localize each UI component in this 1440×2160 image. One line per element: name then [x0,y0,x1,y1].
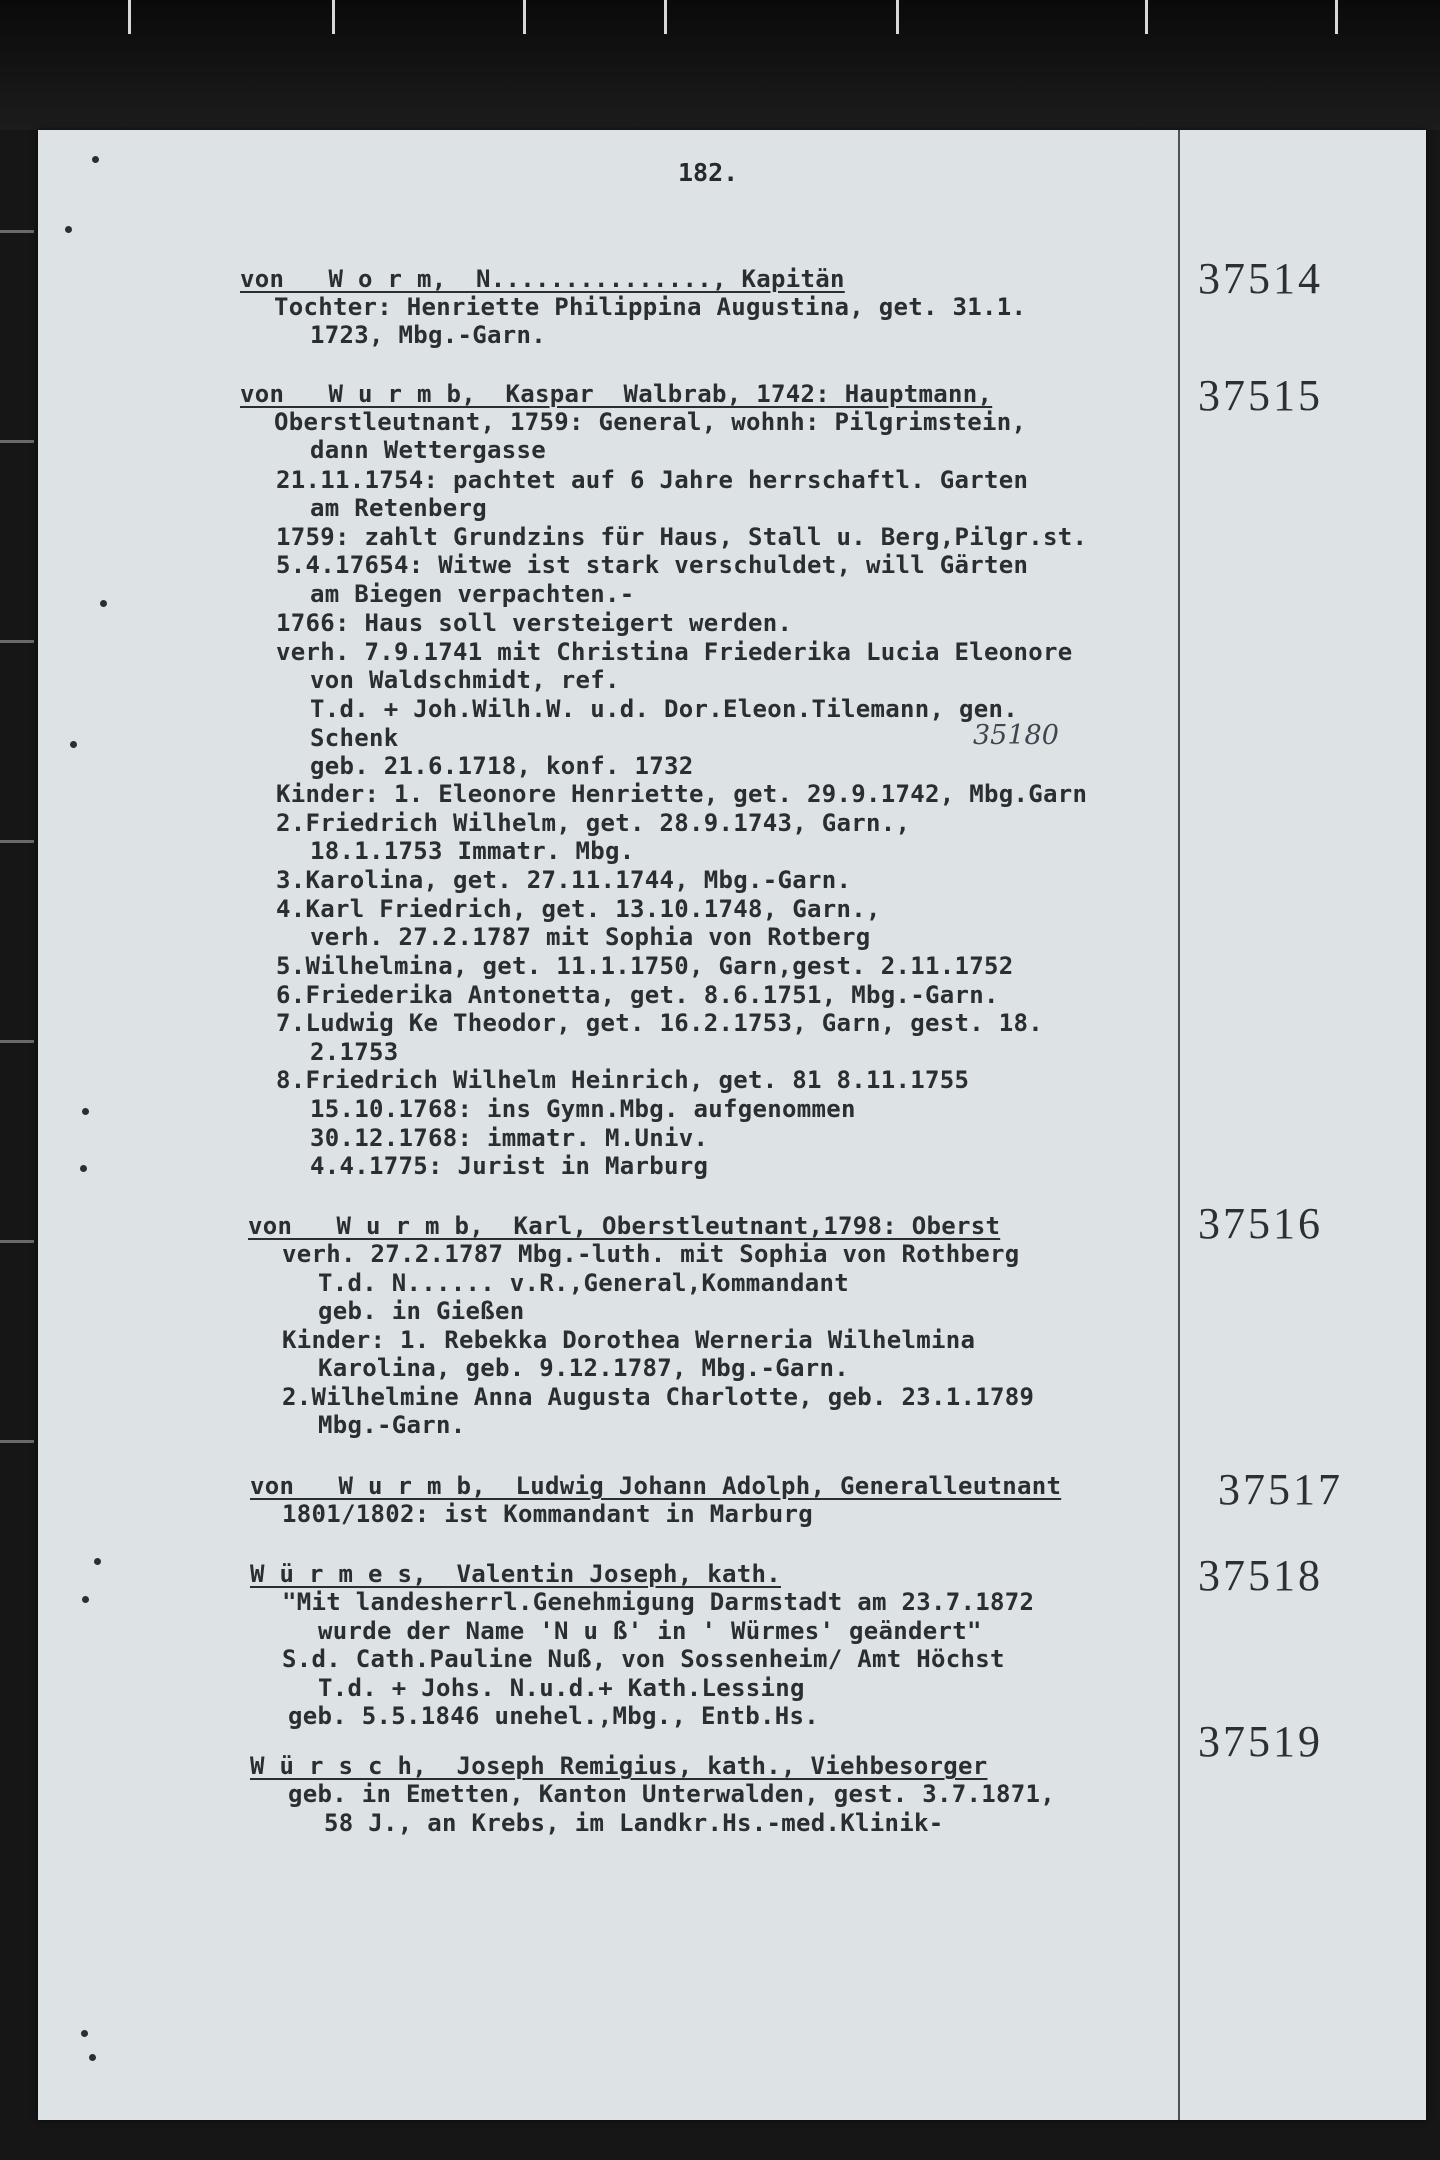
entry-line: T.d. + Johs. N.u.d.+ Kath.Lessing [318,1674,805,1702]
punch-hole [70,741,77,748]
entry-line: verh. 7.9.1741 mit Christina Friederika Lucia Eleonore [276,638,1073,666]
edge-mark [0,640,34,643]
entry-line: Schenk [310,724,399,752]
entry-line: T.d. N...... v.R.,General,Kommandant [318,1269,849,1297]
entry-line: von W u r m b, Kaspar Walbrab, 1742: Hauptmann, [240,380,993,408]
punch-hole [81,2030,88,2037]
entry-line: 1759: zahlt Grundzins für Haus, Stall u. Berg,Pilgr.st. [276,523,1088,551]
edge-mark [0,1040,34,1043]
entry-line: Karolina, geb. 9.12.1787, Mbg.-Garn. [318,1354,849,1382]
entry-line: 5.Wilhelmina, get. 11.1.1750, Garn,gest. 2.11.1752 [276,952,1014,980]
edge-mark [0,440,34,443]
edge-mark [0,1240,34,1243]
entry-line: geb. 5.5.1846 unehel.,Mbg., Entb.Hs. [288,1702,819,1730]
entry-line: geb. in Emetten, Kanton Unterwalden, gest. 3.7.1871, [288,1780,1055,1808]
entry-line: von W o r m, N..............., Kapitän [240,265,845,293]
entry-line: Kinder: 1. Rebekka Dorothea Werneria Wilhelmina [282,1326,976,1354]
entry-line: 1801/1802: ist Kommandant in Marburg [282,1500,813,1528]
entry-line: 2.Friedrich Wilhelm, get. 28.9.1743, Garn., [276,809,911,837]
entry-line: 8.Friedrich Wilhelm Heinrich, get. 81 8.11.1755 [276,1066,970,1094]
entry-line: 1723, Mbg.-Garn. [310,321,546,349]
ruler-tick [128,0,131,34]
entry-line: wurde der Name 'N u ß' in ' Würmes' geändert" [318,1617,982,1645]
entry-line: 4.4.1775: Jurist in Marburg [310,1152,709,1180]
entry-line: Mbg.-Garn. [318,1411,466,1439]
ruler-tick [332,0,335,34]
column-divider [1178,130,1180,2120]
entry-line: von W u r m b, Ludwig Johann Adolph, Generalleutnant [250,1472,1062,1500]
punch-hole [92,156,99,163]
entry-line: 3.Karolina, get. 27.11.1744, Mbg.-Garn. [276,866,852,894]
entry-line: am Biegen verpachten.- [310,580,635,608]
entry-line: 7.Ludwig Ke Theodor, get. 16.2.1753, Garn, gest. 18. [276,1009,1043,1037]
handwritten-note: 35180 [973,720,1059,751]
edge-mark [0,840,34,843]
entry-line: verh. 27.2.1787 mit Sophia von Rotberg [310,923,871,951]
entry-line: von W u r m b, Karl, Oberstleutnant,1798: Oberst [248,1212,1001,1240]
ruler-tick [1335,0,1338,34]
entry-line: geb. 21.6.1718, konf. 1732 [310,752,694,780]
entry-line: geb. in Gießen [318,1297,525,1325]
edge-mark [0,230,34,233]
entry-line: 4.Karl Friedrich, get. 13.10.1748, Garn., [276,895,881,923]
entry-line: dann Wettergasse [310,436,546,464]
entry-line: 2.1753 [310,1038,399,1066]
entry-line: Tochter: Henriette Philippina Augustina, get. 31.1. [274,293,1027,321]
entry-line: T.d. + Joh.Wilh.W. u.d. Dor.Eleon.Tilemann, gen. [310,695,1018,723]
reference-number: 37516 [1198,1199,1323,1248]
ruler-tick [523,0,526,34]
entry-line: 18.1.1753 Immatr. Mbg. [310,837,635,865]
entry-line: 5.4.17654: Witwe ist stark verschuldet, will Gärten [276,551,1029,579]
entry-line: S.d. Cath.Pauline Nuß, von Sossenheim/ Amt Höchst [282,1645,1005,1673]
entry-line: W ü r m e s, Valentin Joseph, kath. [250,1560,781,1588]
entry-line: verh. 27.2.1787 Mbg.-luth. mit Sophia von Rothberg [282,1240,1020,1268]
punch-hole [82,1596,89,1603]
entry-line: Kinder: 1. Eleonore Henriette, get. 29.9.1742, Mbg.Garn [276,780,1088,808]
reference-number: 37519 [1198,1717,1323,1766]
entry-line: am Retenberg [310,494,487,522]
entry-line: 30.12.1768: immatr. M.Univ. [310,1124,709,1152]
punch-hole [94,1558,101,1565]
entry-line: W ü r s c h, Joseph Remigius, kath., Viehbesorger [250,1752,988,1780]
entry-line: 15.10.1768: ins Gymn.Mbg. aufgenommen [310,1095,856,1123]
punch-hole [100,600,107,607]
reference-number: 37515 [1198,371,1323,420]
reference-number: 37514 [1198,254,1323,303]
entry-line: 58 J., an Krebs, im Landkr.Hs.-med.Klinik- [324,1809,944,1837]
entry-line: "Mit landesherrl.Genehmigung Darmstadt am 23.7.1872 [282,1588,1035,1616]
reference-number: 37518 [1198,1551,1323,1600]
entry-line: Oberstleutnant, 1759: General, wohnh: Pilgrimstein, [274,408,1027,436]
ruler-tick [1145,0,1148,34]
entry-line: 6.Friederika Antonetta, get. 8.6.1751, Mbg.-Garn. [276,981,999,1009]
ruler-tick [664,0,667,34]
ruler-tick [896,0,899,34]
punch-hole [82,1108,89,1115]
edge-mark [0,1440,34,1443]
scanner-background [0,0,1440,130]
reference-number: 37517 [1218,1465,1343,1514]
entry-line: 2.Wilhelmine Anna Augusta Charlotte, geb. 23.1.1789 [282,1383,1035,1411]
page-number: 182. [678,158,739,187]
record-card-page [38,130,1426,2120]
punch-hole [65,226,72,233]
entry-line: 21.11.1754: pachtet auf 6 Jahre herrschaftl. Garten [276,466,1029,494]
punch-hole [80,1165,87,1172]
entry-line: 1766: Haus soll versteigert werden. [276,609,793,637]
entry-line: von Waldschmidt, ref. [310,666,620,694]
punch-hole [89,2054,96,2061]
